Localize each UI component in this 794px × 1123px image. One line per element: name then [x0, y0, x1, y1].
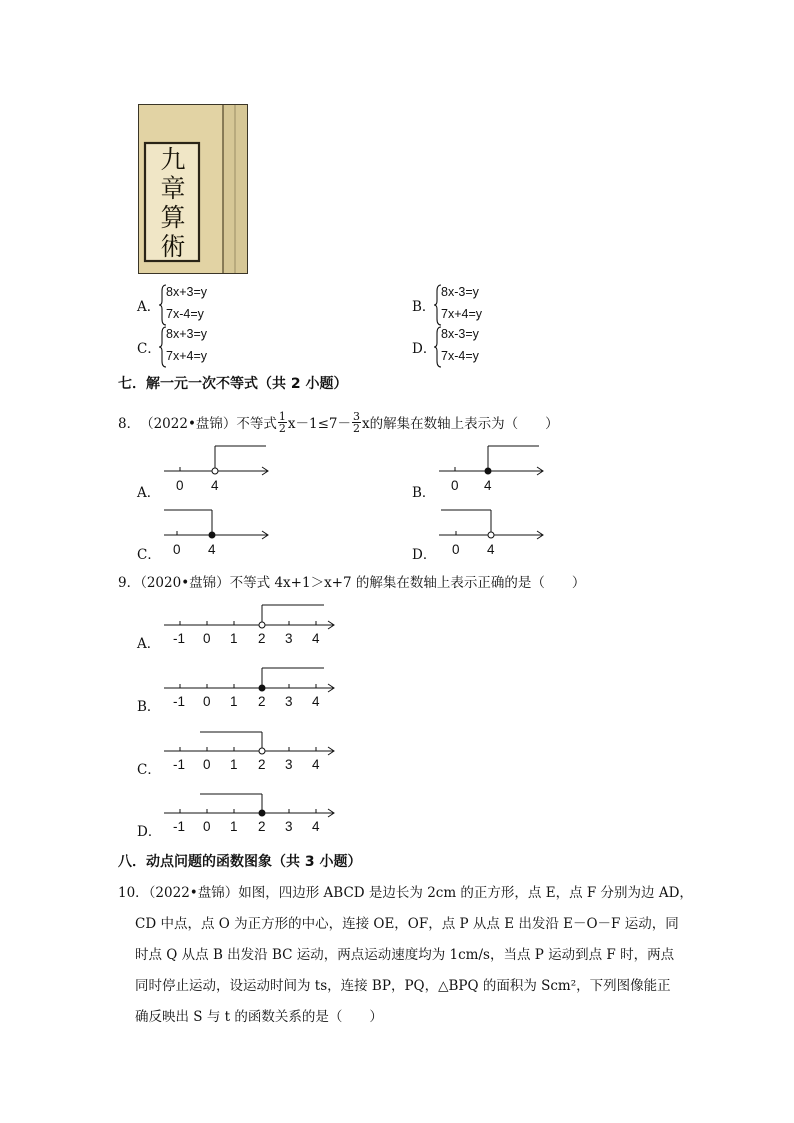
book-title	[155, 145, 191, 261]
tick-label: 1	[230, 757, 238, 772]
q8-option-c-label[interactable]: C．	[137, 547, 161, 563]
q8-option-b-label[interactable]: B．	[412, 485, 436, 501]
tick-label: 0	[203, 757, 211, 772]
tick-label: 1	[230, 694, 238, 709]
tick-label-4: 4	[487, 542, 495, 557]
book-title-char: 九	[160, 145, 186, 174]
tick-label: 0	[203, 819, 211, 834]
tick-label: -1	[173, 694, 186, 709]
q7-option-d-label[interactable]: D．	[412, 341, 437, 357]
q9-option-b-numberline	[160, 663, 340, 713]
q10-line-2: CD 中点，点 O 为正方形的中心，连接 OE，OF，点 P 从点 E 出发沿 E－O－F 运动，同	[135, 916, 679, 932]
q8-option-c-numberline	[160, 502, 272, 560]
q8-option-a-numberline	[160, 440, 272, 498]
q8-option-d-numberline	[435, 502, 547, 560]
section-heading-8: 八．动点问题的函数图象（共 3 小题）	[118, 854, 362, 870]
q8-option-b-numberline	[435, 440, 547, 498]
q9-source: （2020•盘锦）	[140, 575, 230, 591]
q9-option-d-label[interactable]: D．	[137, 824, 162, 840]
tick-label: 4	[312, 757, 320, 772]
equation-2: 7x-4=y	[441, 349, 479, 363]
tick-label: 2	[258, 819, 266, 834]
q10-text	[118, 878, 693, 1033]
equation-2: 7x+4=y	[441, 307, 483, 321]
fraction-1-2: $\frac{1}{2}$	[278, 409, 286, 435]
q10-line-4: 同时停止运动，设运动时间为 ts，连接 BP，PQ，△BPQ 的面积为 Scm²，下列图像能正	[135, 978, 671, 994]
q8-text-before: 不等式	[236, 416, 277, 432]
q9-option-b-label[interactable]: B．	[137, 699, 161, 715]
q9-option-a-label[interactable]: A．	[137, 636, 161, 652]
tick-label: -1	[173, 757, 186, 772]
tick-label-0: 0	[452, 542, 460, 557]
equation-1: 8x-3=y	[441, 327, 479, 341]
q9-option-c-numberline	[160, 726, 340, 776]
tick-label: 3	[285, 757, 293, 772]
equation-1: 8x-3=y	[441, 285, 479, 299]
tick-label: 4	[312, 631, 320, 646]
book-title-char: 算	[160, 203, 186, 232]
q10-line-1: 10．（2022•盘锦）如图，四边形 ABCD 是边长为 2cm 的正方形，点 E，点 F 分别为边 AD，	[118, 885, 693, 901]
q7-option-a-label[interactable]: A．	[137, 299, 161, 315]
tick-label: 0	[203, 694, 211, 709]
q8-option-a-label[interactable]: A．	[137, 485, 161, 501]
book-title-char: 章	[160, 174, 186, 203]
q10-line-3: 时点 Q 从点 B 出发沿 BC 运动，两点运动速度均为 1cm/s，当点 P 运动到点 F 时，两点	[135, 947, 675, 963]
book-cover-image	[138, 104, 248, 274]
q9-option-d-numberline	[160, 788, 340, 838]
tick-label: -1	[173, 819, 186, 834]
equation-2: 7x+4=y	[166, 349, 208, 363]
tick-label: 2	[258, 757, 266, 772]
tick-label-0: 0	[176, 478, 184, 493]
book-title-char: 術	[160, 232, 186, 261]
q9-number: 9．	[118, 575, 141, 591]
q8-option-d-label[interactable]: D．	[412, 547, 437, 563]
tick-label-4: 4	[484, 478, 492, 493]
tick-label-0: 0	[451, 478, 459, 493]
tick-label-0: 0	[173, 542, 181, 557]
tick-label: 0	[203, 631, 211, 646]
tick-label-4: 4	[208, 542, 216, 557]
q8-number: 8．	[118, 416, 141, 432]
tick-label: 3	[285, 819, 293, 834]
tick-label-4: 4	[211, 478, 219, 493]
tick-label: 1	[230, 819, 238, 834]
tick-label: 3	[285, 631, 293, 646]
section-heading-7: 七．解一元一次不等式（共 2 小题）	[118, 376, 348, 392]
tick-label: 2	[258, 631, 266, 646]
q8-source: （2022•盘锦）	[140, 416, 237, 432]
q7-option-b-system	[433, 283, 523, 327]
fraction-3-2: $\frac{3}{2}$	[353, 409, 361, 435]
tick-label: 2	[258, 694, 266, 709]
equation-1: 8x+3=y	[166, 285, 208, 299]
q8-text-after: x的解集在数轴上表示为（ ）	[362, 416, 559, 432]
q9-stem	[118, 571, 585, 591]
q8-stem	[118, 405, 559, 439]
tick-label: 1	[230, 631, 238, 646]
equation-2: 7x-4=y	[166, 307, 204, 321]
tick-label: 4	[312, 819, 320, 834]
q9-text: 不等式 4x+1＞x+7 的解集在数轴上表示正确的是（ ）	[229, 575, 586, 591]
q9-option-c-label[interactable]: C．	[137, 762, 161, 778]
q7-option-c-label[interactable]: C．	[137, 341, 161, 357]
tick-label: -1	[173, 631, 186, 646]
q7-option-a-system	[158, 283, 248, 327]
q9-option-a-numberline	[160, 600, 340, 650]
q8-text-mid: x－1≤7－	[287, 416, 352, 432]
equation-1: 8x+3=y	[166, 327, 208, 341]
tick-label: 4	[312, 694, 320, 709]
q10-line-5: 确反映出 S 与 t 的函数关系的是（ ）	[135, 1009, 383, 1025]
q7-option-b-label[interactable]: B．	[412, 299, 436, 315]
q7-option-c-system	[158, 325, 248, 369]
tick-label: 3	[285, 694, 293, 709]
q7-option-d-system	[433, 325, 523, 369]
